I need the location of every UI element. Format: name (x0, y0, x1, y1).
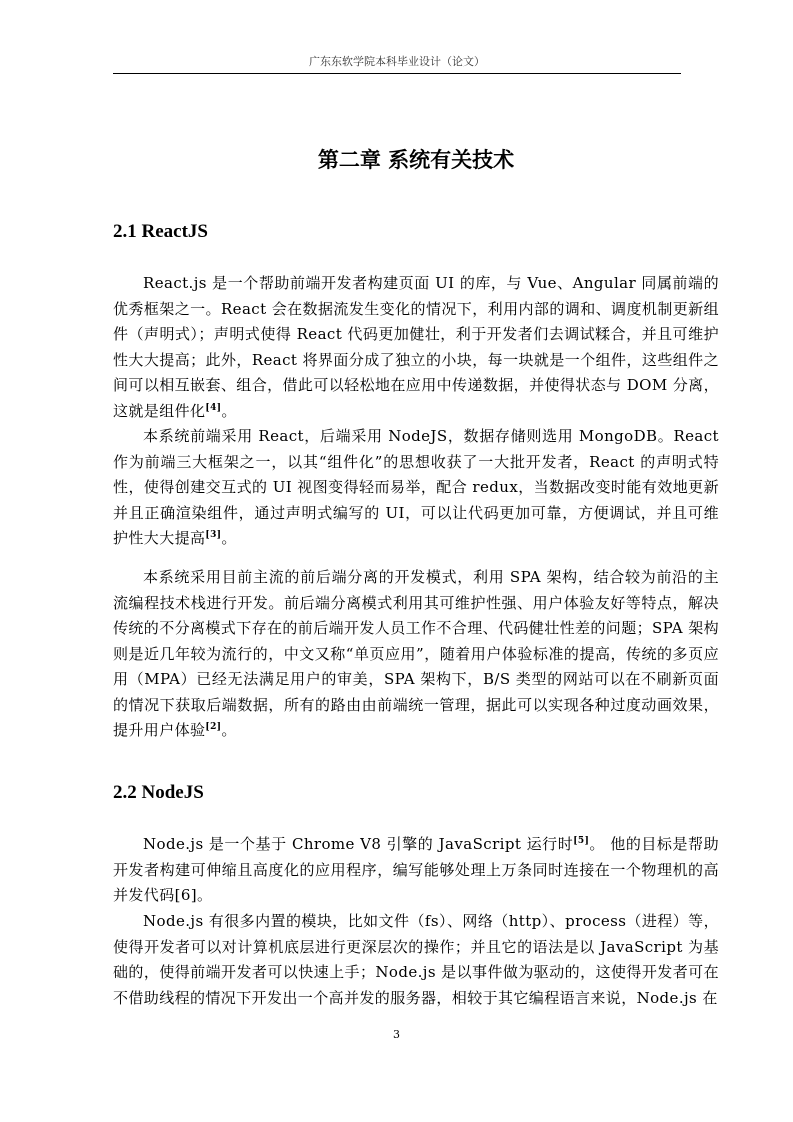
page-number: 3 (393, 1028, 400, 1041)
paragraph-react-stack: 本系统前端采用 React，后端采用 NodeJS，数据存储则选用 MongoDB。React 作为前端三大框架之一，以其“组件化”的思想收获了一大批开发者，React 的声明式特性，使得创建交互式的 UI 视图变得轻而易举，配合 redux，当数据改变时能有效地更新并且正确渲染组件，通过声明式编写的 UI，可以让代码更加可靠，方便调试，并且可维护性大大提高[3]。 (113, 427, 719, 547)
citation: [3] (205, 530, 222, 540)
chapter-title: 第二章 系统有关技术 (317, 147, 515, 172)
citation: [5] (573, 836, 590, 846)
paragraph-react-intro: React.js 是一个帮助前端开发者构建页面 UI 的库，与 Vue、Angular 同属前端的优秀框架之一。React 会在数据流发生变化的情况下，利用内部的调和、调度机制更新组件（声明式）；声明式使得 React 代码更加健壮，利于开发者们去调试糅合，并且可维护性大大提高；此外，React 将界面分成了独立的小块，每一块就是一个组件，这些组件之间可以相互嵌套、组合，借此可以轻松地在应用中传递数据，并使得状态与 DOM 分离，这就是组件化[4]。 (113, 274, 719, 420)
section-heading-reactjs: 2.1 ReactJS (113, 221, 208, 242)
running-header: 广东东软学院本科毕业设计（论文） (309, 55, 485, 68)
citation: [4] (205, 402, 222, 413)
paragraph-node-intro: Node.js 是一个基于 Chrome V8 引擎的 JavaScript 运行时[5]。 他的目标是帮助开发者构建可伸缩且高度化的应用程序，编写能够处理上万条同时连接在一个物理机的高并发代码[6]。 (113, 835, 719, 904)
citation: [2] (205, 722, 222, 732)
paragraph-spa: 本系统采用目前主流的前后端分离的开发模式，利用 SPA 架构，结合较为前沿的主流编程技术栈进行开发。前后端分离模式利用其可维护性强、用户体验友好等特点，解决传统的不分离模式下存在的前后端开发人员工作不合理、代码健壮性差的问题；SPA 架构则是近几年较为流行的，中文又称“单页应用”，随着用户体验标准的提高，传统的多页应用（MPA）已经无法满足用户的审美，SPA 架构下，B/S 类型的网站可以在不刷新页面的情况下获取后端数据，所有的路由由前端统一管理，据此可以实现各种过度动画效果，提升用户体验[2]。 (113, 568, 719, 739)
section-heading-nodejs: 2.2 NodeJS (113, 782, 204, 803)
header-rule (113, 73, 681, 74)
paragraph-node-modules: Node.js 有很多内置的模块，比如文件（fs）、网络（http）、process（进程）等，使得开发者可以对计算机底层进行更深层次的操作；并且它的语法是以 JavaScript 为基础的，使得前端开发者可以快速上手；Node.js 是以事件做为驱动的，这使得开发者可在不借助线程的情况下开发出一个高并发的服务器，相较于其它编程语言来说，Node.js 在 (113, 912, 719, 1007)
